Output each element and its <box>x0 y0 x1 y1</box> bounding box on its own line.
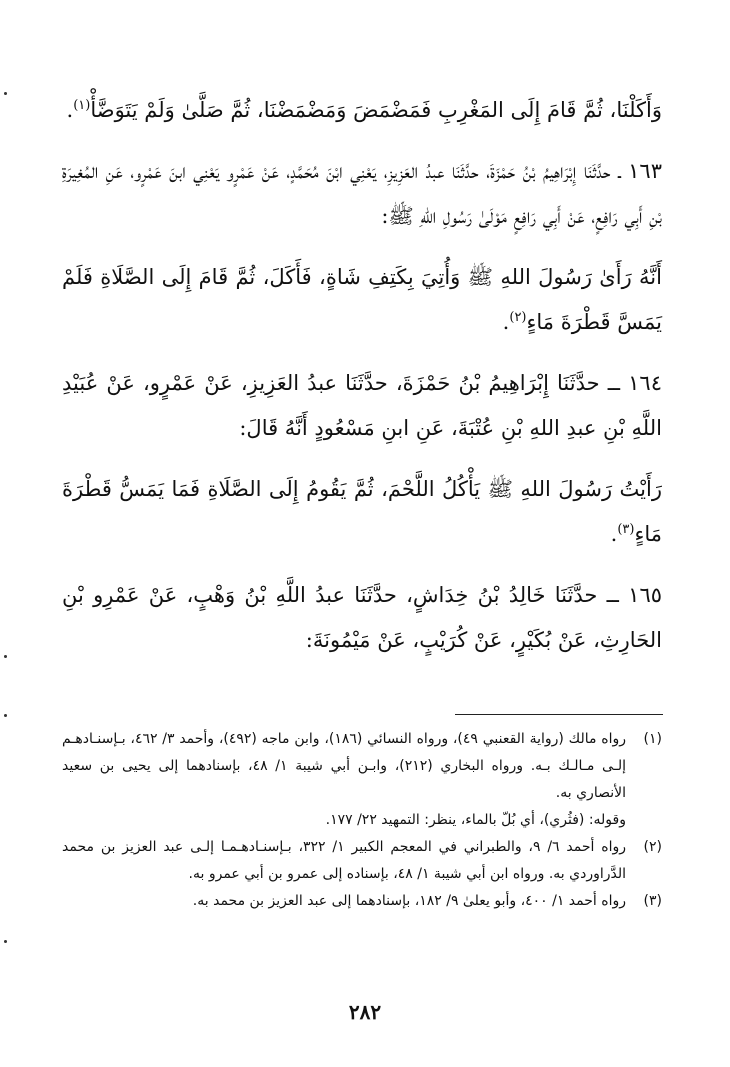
page-number: ٢٨٢ <box>348 1000 382 1024</box>
footnote-mark: (١) <box>643 731 662 747</box>
isnad-text: ــ حدَّثَنَا خَالِدُ بْنُ خِدَاشٍ، حدَّثَنَا عبدُ اللَّهِ بْنُ وَهْبٍ، عَنْ عَمْرِو بْنِ الحَارِثِ، عَنْ بُكَيْرٍ، عَنْ كُرَيْبٍ، عَنْ مَيْمُونَةَ: <box>62 583 662 652</box>
scan-margin-mark <box>4 655 7 658</box>
footnotes <box>62 726 662 915</box>
footnote-text: رواه أحمد ٦/ ٩، والطبراني في المعجم الكبير ١/ ٣٢٢، بـإسنـادهـمـا إلـى عبد العزيز بن محمد الدَّراوردي به. ورواه ابن أبي شيبة ١/ ٤٨، بإسناده إلى عمرو بن أبي عمرو به. <box>62 839 626 882</box>
intro-paragraph: وَأَكَلْنَا، ثُمَّ قَامَ إِلَى المَغْرِبِ فَمَضْمَضَ وَمَضْمَضْنَا، ثُمَّ صَلَّىٰ وَلَمْ يَتَوَضَّأْ$^{(١)}$. <box>66 98 662 122</box>
footnote-ref: (١) <box>73 98 91 113</box>
isnad-text: ــ حدَّثَنَا إِبْرَاهِيمُ بْنُ حَمْزَةَ، حدَّثَنَا عبدُ العَزِيزِ، عَنْ عَمْرٍو، عَنْ عُبَيْدِ اللَّهِ بْنِ عبدِ اللهِ بْنِ عُتْبَةَ، عَنِ ابنِ مَسْعُودٍ أَنَّهُ قَالَ: <box>62 371 662 440</box>
matn-text: رَأَيْتُ رَسُولَ اللهِ ﷺ يَأْكُلُ اللَّحْمَ، ثُمَّ يَقُومُ إِلَى الصَّلَاةِ فَمَا يَمَسُّ قَطْرَةَ مَاءٍ <box>62 477 662 546</box>
scan-margin-mark <box>4 714 7 717</box>
footnote-text: رواه أحمد ١/ ٤٠٠، وأبو يعلىٰ ٩/ ١٨٢، بإسنادهما إلى عبد العزيز بن محمد به. <box>192 893 626 909</box>
isnad-text: ـ حدَّثَنَا إِبْرَاهِيمُ بْنُ حَمْزَةَ، حدَّثَنَا عبدُ العَزِيزِ، يَعْنِي ابْنَ مُحَمَّدٍ، عَنْ عَمْرٍو يَعْنِي ابنَ عَمْرٍو، عَنِ المُغِيرَةِ بْنِ أَبِي رَافِعٍ، عَنْ أَبِي رَافِعٍ مَوْلَىٰ رَسُولِ اللهِ ﷺ: <box>62 159 662 228</box>
hadith-163-matn: أَنَّهُ رَأَىٰ رَسُولَ اللهِ ﷺ وَأُتِيَ بِكَتِفِ شَاةٍ، فَأَكَلَ، ثُمَّ قَامَ إِلَى الصَّلَاةِ فَلَمْ يَمَسَّ قَطْرَةَ مَاءٍ$^{(٢)}$. <box>62 265 662 334</box>
footnote-mark: (٣) <box>643 893 662 909</box>
hadith-number: ١٦٤ <box>628 371 662 395</box>
footnote-text: وقوله: (فثُري)، أي بُلّ بالماء، ينظر: التمهيد ٢٢/ ١٧٧. <box>325 812 626 828</box>
scan-margin-mark <box>4 92 7 95</box>
footnote-ref: (٣) <box>617 522 635 537</box>
footnote-1 <box>62 726 662 834</box>
scan-margin-mark <box>4 940 7 943</box>
main-text <box>62 88 662 663</box>
footnote-3 <box>62 888 662 915</box>
footnote-text: رواه مالك (رواية القعنبي ٤٩)، ورواه النسائي (١٨٦)، وابن ماجه (٤٩٢)، وأحمد ٣/ ٤٦٢، بـإسنـادهـم إلـى مـالـك بـه. ورواه البخاري (٢١٢)، وابـن أبي شيبة ١/ ٤٨، بإسنادهما إلى يحيى بن سعيد الأنصاري به. <box>62 731 627 801</box>
hadith-165-isnad <box>62 573 662 663</box>
hadith-number: ١٦٣ <box>628 159 662 183</box>
footnote-mark: (٢) <box>643 839 662 855</box>
footnote-2 <box>62 834 662 888</box>
hadith-164-isnad <box>62 361 662 451</box>
hadith-164-matn: رَأَيْتُ رَسُولَ اللهِ ﷺ يَأْكُلُ اللَّحْمَ، ثُمَّ يَقُومُ إِلَى الصَّلَاةِ فَمَا يَمَسُّ قَطْرَةَ مَاءٍ$^{(٣)}$. <box>62 477 662 546</box>
footnote-divider <box>455 714 663 715</box>
hadith-number: ١٦٥ <box>628 583 663 607</box>
footnote-ref: (٢) <box>509 310 527 325</box>
hadith-163-isnad <box>62 149 662 239</box>
matn-text: أَنَّهُ رَأَىٰ رَسُولَ اللهِ ﷺ وَأُتِيَ بِكَتِفِ شَاةٍ، فَأَكَلَ، ثُمَّ قَامَ إِلَى الصَّلَاةِ فَلَمْ يَمَسَّ قَطْرَةَ مَاءٍ <box>62 265 662 334</box>
intro-text: وَأَكَلْنَا، ثُمَّ قَامَ إِلَى المَغْرِبِ فَمَضْمَضَ وَمَضْمَضْنَا، ثُمَّ صَلَّىٰ وَلَمْ يَتَوَضَّأْ <box>90 98 662 122</box>
